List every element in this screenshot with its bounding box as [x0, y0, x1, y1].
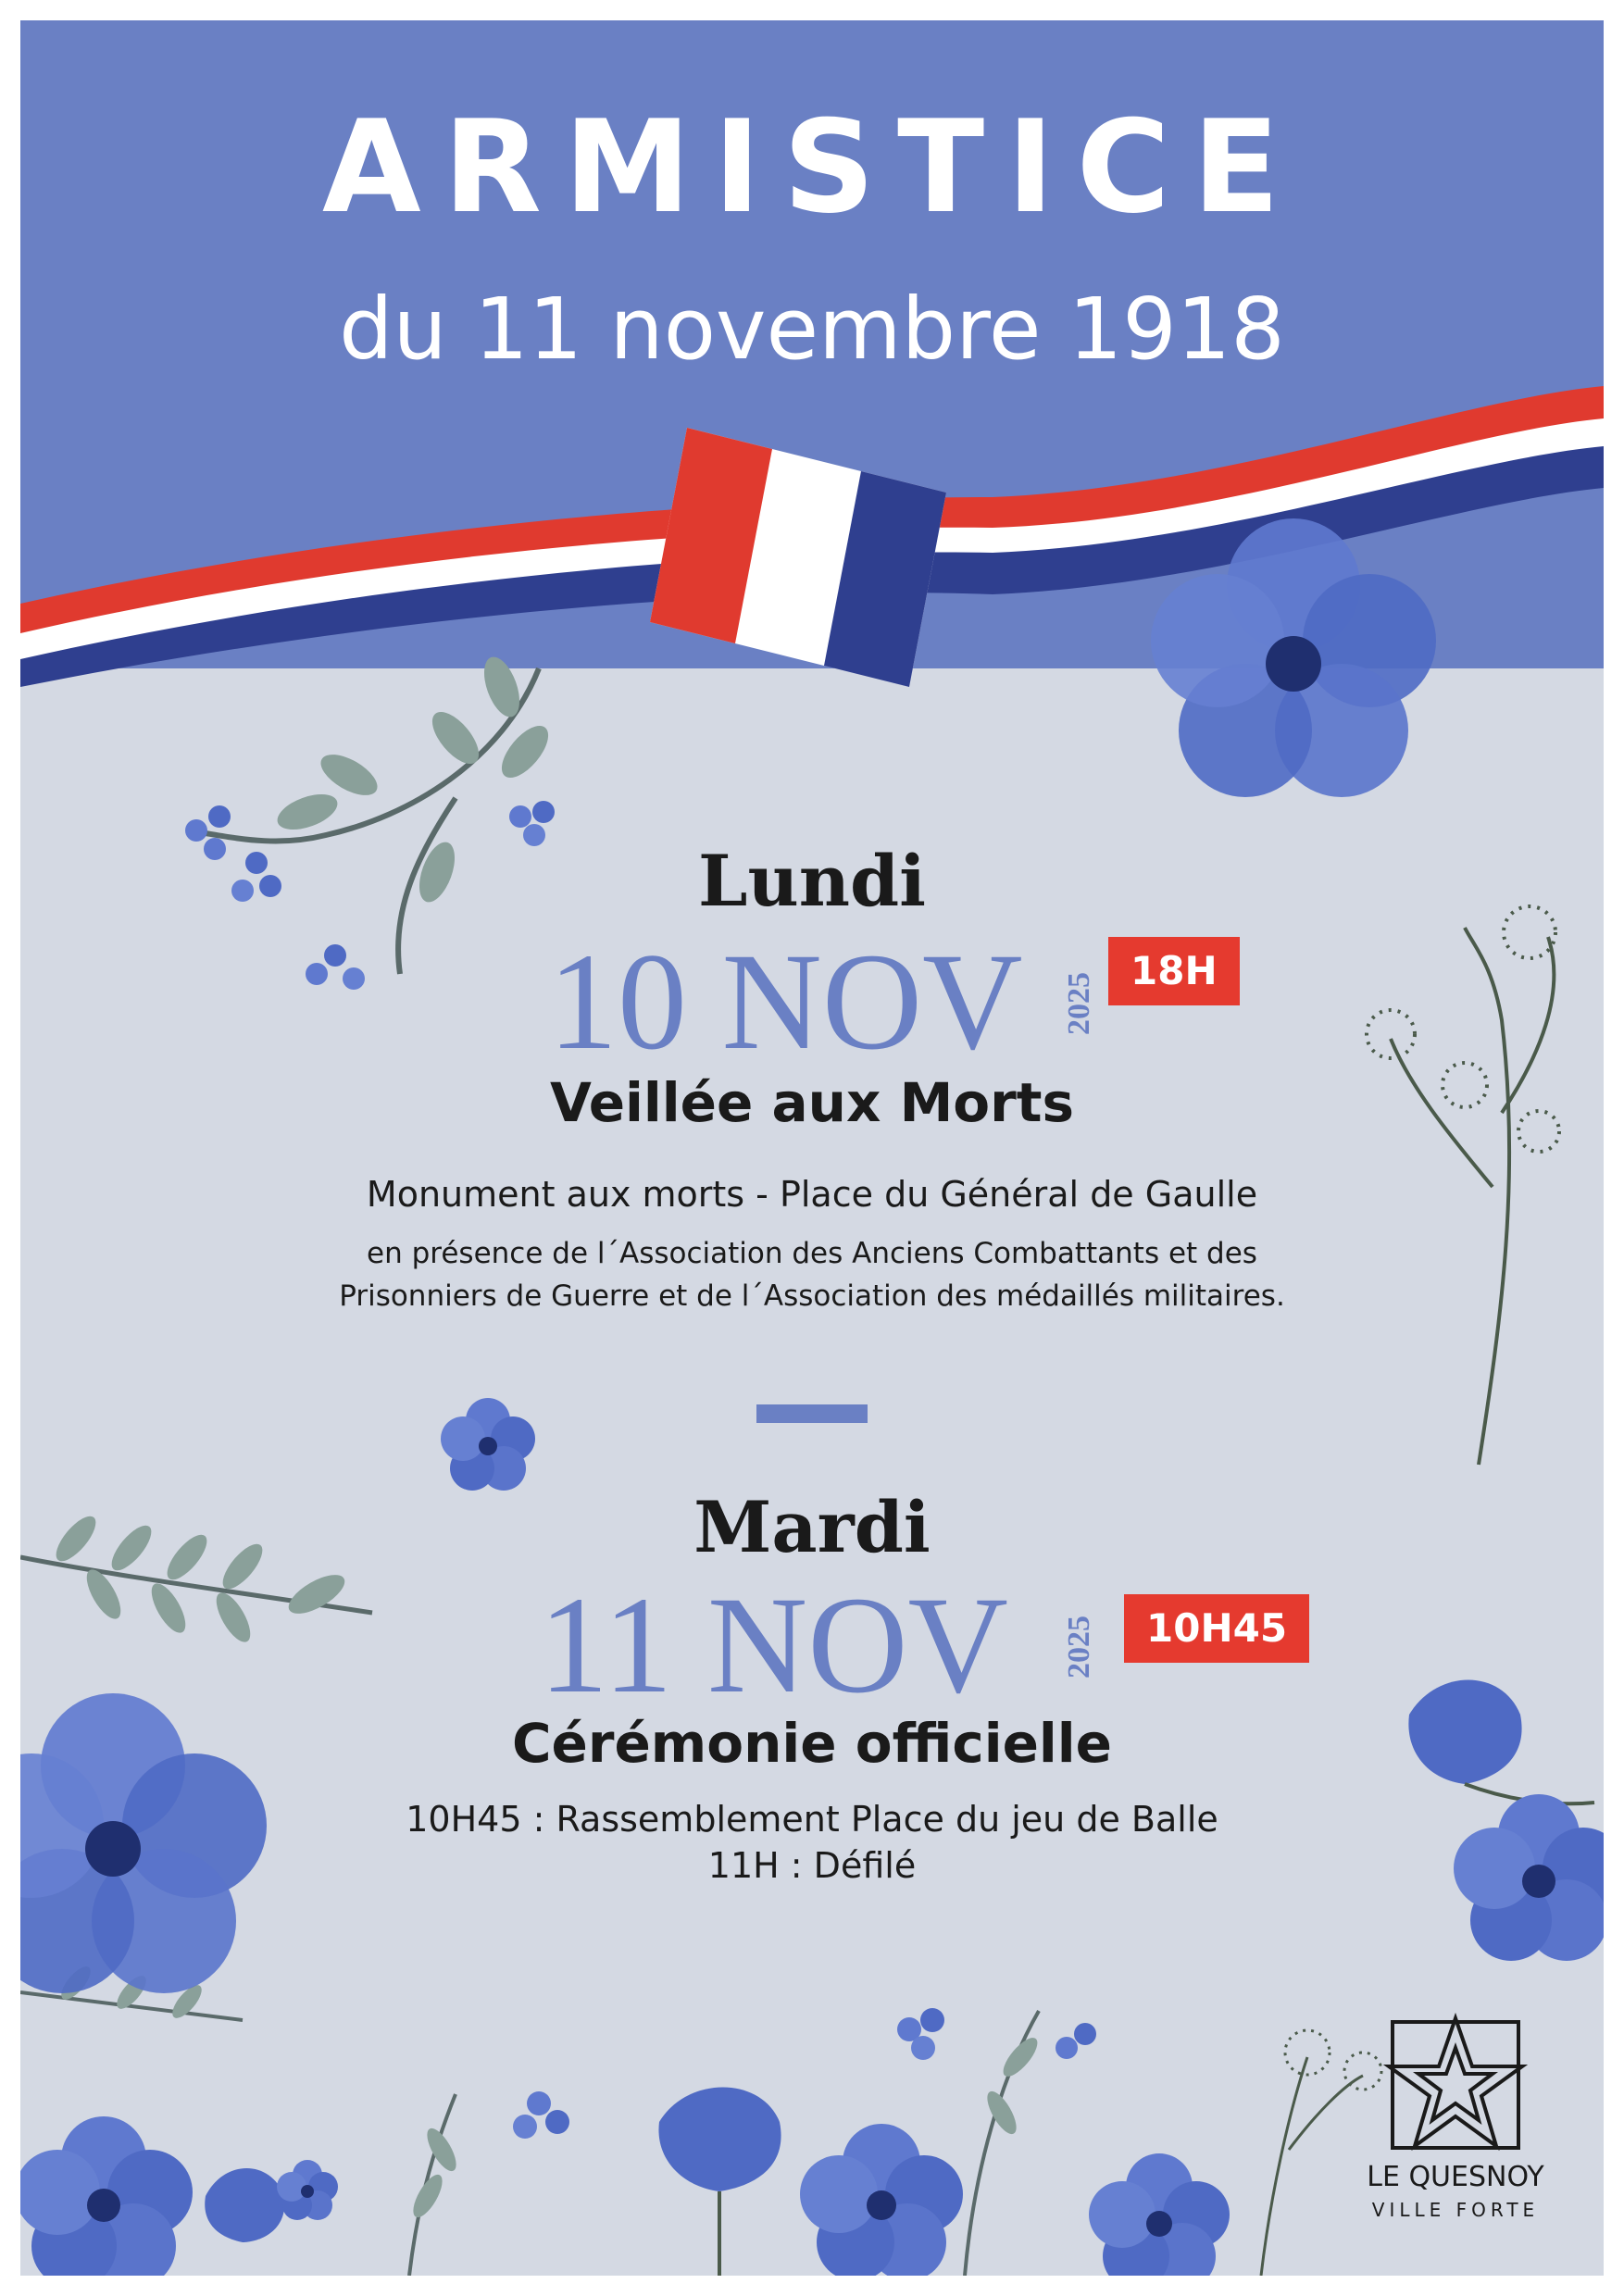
- logo-name: LE QUESNOY: [1367, 2161, 1544, 2193]
- section-divider: [756, 1404, 868, 1423]
- event-year: 2025: [1062, 972, 1096, 1035]
- schedule-line: 11H : Défilé: [707, 1845, 917, 1886]
- small-blue-flower-icon: [441, 1398, 535, 1491]
- le-quesnoy-logo-icon: [1389, 2018, 1522, 2148]
- event-day: Mardi: [693, 1486, 931, 1568]
- event-date: 11 NOV: [539, 1568, 1008, 1722]
- poster: [20, 20, 1604, 2276]
- time-badge: 18H: [1108, 937, 1240, 1005]
- poster-subtitle: du 11 novembre 1918: [339, 280, 1285, 379]
- leafy-branch-icon: [185, 653, 556, 990]
- event-name: Cérémonie officielle: [511, 1712, 1113, 1775]
- logo-tagline: VILLE FORTE: [1371, 2199, 1540, 2221]
- event-year: 2025: [1062, 1616, 1096, 1678]
- event-day: Lundi: [698, 840, 926, 922]
- event-detail-line: en présence de l´Association des Anciens Combattants et des: [367, 1237, 1257, 1270]
- time-badge: 10H45: [1124, 1594, 1309, 1663]
- event-location: Monument aux morts - Place du Général de Gaulle: [366, 1174, 1258, 1215]
- poster-title: ARMISTICE: [321, 93, 1303, 242]
- bottom-flowers-icon: [20, 2008, 1381, 2276]
- schedule-line: 10H45 : Rassemblement Place du jeu de Balle: [406, 1799, 1218, 1840]
- event-date: 10 NOV: [548, 925, 1023, 1079]
- event-detail-line: Prisonniers de Guerre et de l´Association des médaillés militaires.: [339, 1279, 1285, 1313]
- event-name: Veillée aux Morts: [549, 1071, 1074, 1134]
